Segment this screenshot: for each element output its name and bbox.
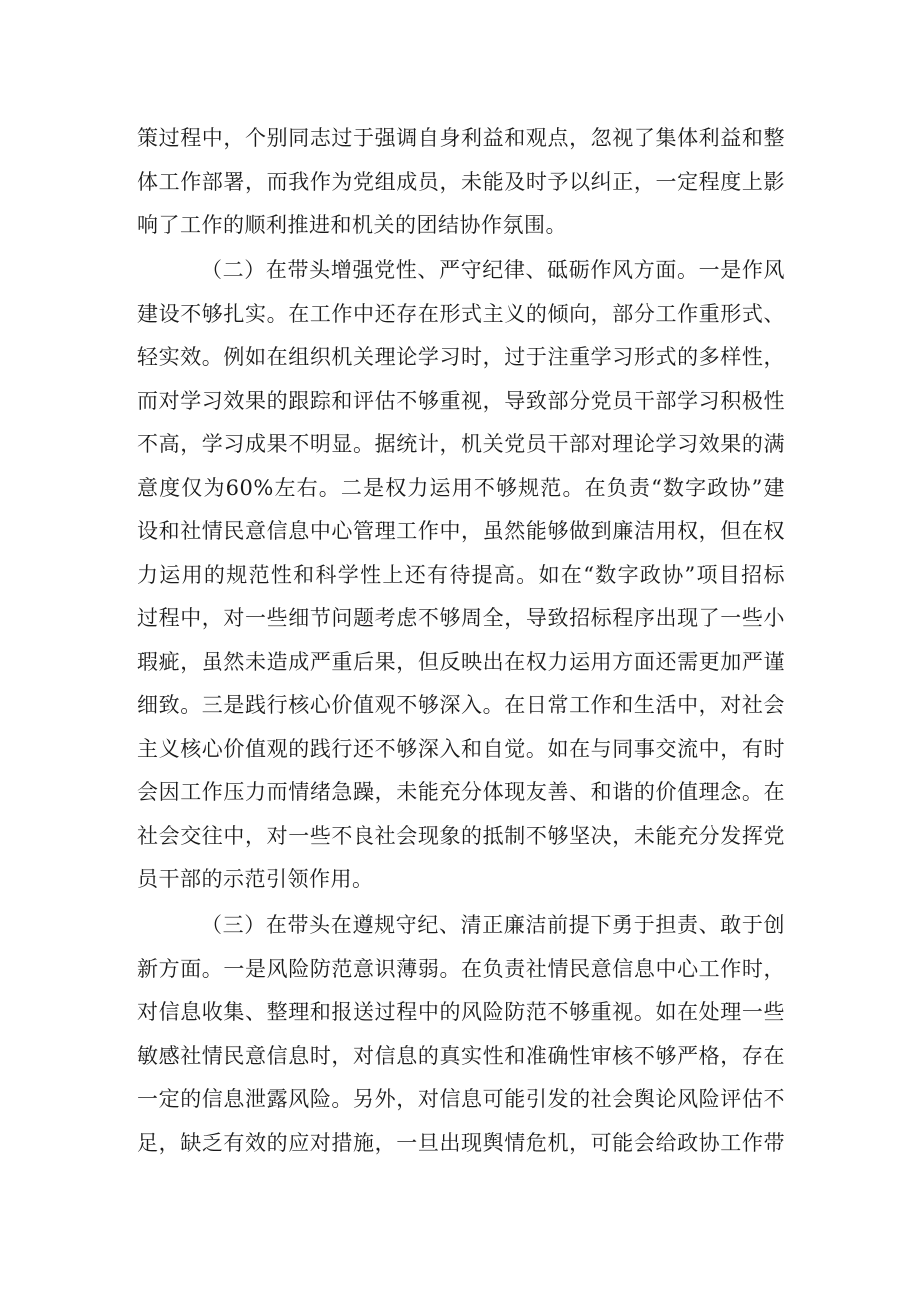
text-line: 建设不够扎实。在工作中还存在形式主义的倾向，部分工作重形式、 <box>137 301 785 326</box>
text-line: 足，缺乏有效的应对措施，一旦出现舆情危机，可能会给政协工作带 <box>137 1130 785 1155</box>
text-line: 敏感社情民意信息时，对信息的真实性和准确性审核不够严格，存在 <box>137 1043 785 1068</box>
text-line: 体工作部署，而我作为党组成员，未能及时予以纠正，一定程度上影 <box>137 169 785 194</box>
text-line: 过程中，对一些细节问题考虑不够周全，导致招标程序出现了一些小 <box>137 606 785 630</box>
text-line: 力运用的规范性和科学性上还有待提高。如在“数字政协”项目招标 <box>137 562 785 587</box>
text-line: 主义核心价值观的践行还不够深入和自觉。如在与同事交流中，有时 <box>137 736 785 761</box>
text-line: 员干部的示范引领作用。 <box>137 867 374 891</box>
text-line: 意度仅为60%左右。二是权力运用不够规范。在负责“数字政协”建 <box>137 475 785 500</box>
text-line: 而对学习效果的跟踪和评估不够重视，导致部分党员干部学习积极性 <box>137 388 785 413</box>
text-line: 社会交往中，对一些不良社会现象的抵制不够坚决，未能充分发挥党 <box>137 823 785 848</box>
text-line-indented: （二）在带头增强党性、严守纪律、砥砺作风方面。一是作风 <box>201 258 785 282</box>
text-line: 细致。三是践行核心价值观不够深入。在日常工作和生活中，对社会 <box>137 693 785 717</box>
text-line: 响了工作的顺利推进和机关的团结协作氛围。 <box>137 213 567 237</box>
paragraph-section-two <box>137 249 785 902</box>
text-line: 新方面。一是风险防范意识薄弱。在负责社情民意信息中心工作时， <box>137 956 785 981</box>
text-line: 会因工作压力而情绪急躁，未能充分体现友善、和谐的价值理念。在 <box>137 780 785 804</box>
text-line: 策过程中，个别同志过于强调自身利益和观点，忽视了集体利益和整 <box>137 126 785 150</box>
text-line: 对信息收集、整理和报送过程中的风险防范不够重视。如在处理一些 <box>137 1000 785 1024</box>
text-line: 不高，学习成果不明显。据统计，机关党员干部对理论学习效果的满 <box>137 432 785 456</box>
text-line: 瑕疵，虽然未造成严重后果，但反映出在权力运用方面还需更加严谨 <box>137 649 785 674</box>
text-line: 一定的信息泄露风险。另外，对信息可能引发的社会舆论风险评估不 <box>137 1087 785 1111</box>
text-line-indented: （三）在带头在遵规守纪、清正廉洁前提下勇于担责、敢于创 <box>201 913 785 937</box>
paragraph-section-three <box>137 904 785 1165</box>
text-line: 设和社情民意信息中心管理工作中，虽然能够做到廉洁用权，但在权 <box>137 519 785 543</box>
paragraph-continuation <box>137 117 785 248</box>
text-line: 轻实效。例如在组织机关理论学习时，过于注重学习形式的多样性， <box>137 345 785 369</box>
